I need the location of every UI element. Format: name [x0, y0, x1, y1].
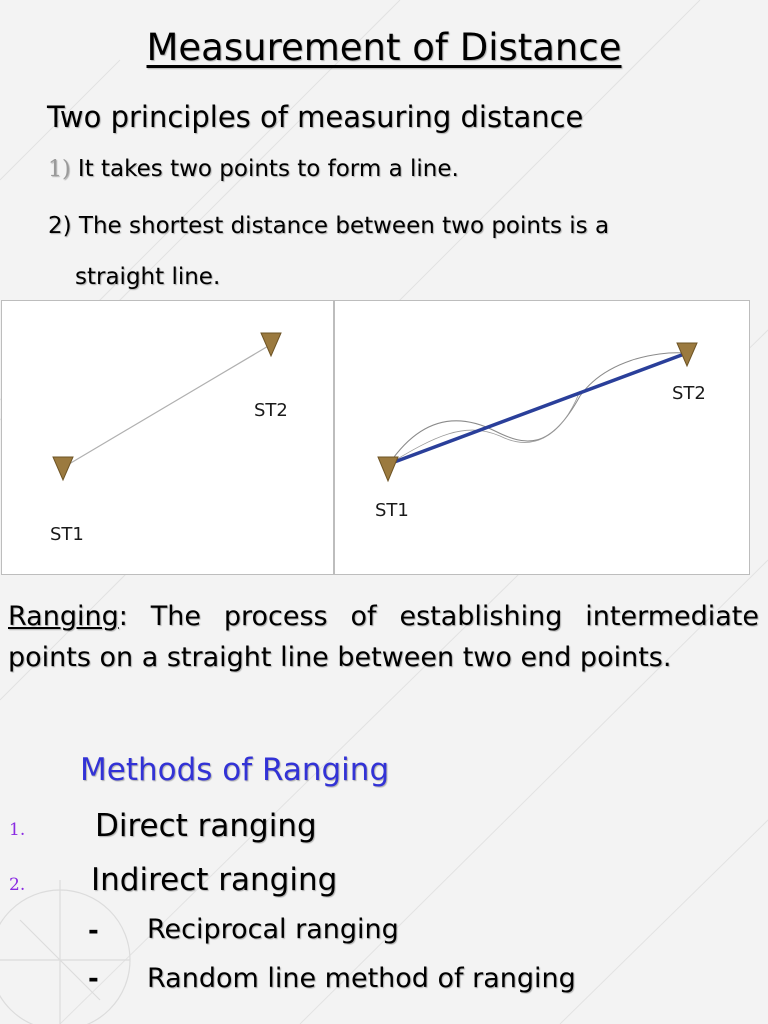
- straight-line: [389, 353, 687, 464]
- method-direct-ranging: Direct ranging: [95, 808, 317, 844]
- station-marker-st1: [378, 457, 398, 481]
- st2-label: ST2: [672, 383, 706, 404]
- ranging-definition-text: The process of establishing intermediate points on a straight line between two end points.: [8, 601, 759, 673]
- principle-item-2-line-1: 2) The shortest distance between two points is a: [48, 213, 610, 239]
- principles-heading: Two principles of measuring distance: [47, 100, 584, 134]
- method-indirect-ranging: Indirect ranging: [91, 862, 338, 898]
- ranging-term: Ranging: [8, 601, 119, 632]
- ranging-colon: :: [118, 601, 128, 632]
- subitem-reciprocal-ranging: Reciprocal ranging: [147, 914, 399, 945]
- figure-two-points-line: [1, 300, 334, 575]
- ranging-definition: [8, 596, 759, 678]
- subitem-1-bullet: -: [88, 916, 99, 946]
- station-marker-st1: [53, 457, 73, 480]
- figure-shortest-distance: [334, 300, 750, 575]
- principle-item-1-number: 1): [48, 157, 71, 182]
- slide-title: Measurement of Distance: [146, 26, 622, 69]
- st1-label: ST1: [50, 524, 84, 545]
- method-2-number: 2.: [9, 875, 26, 895]
- principle-item-1-text: It takes two points to form a line.: [77, 156, 459, 182]
- subitem-random-line-method: Random line method of ranging: [147, 963, 576, 994]
- method-1-number: 1.: [9, 820, 26, 840]
- station-marker-st2: [261, 333, 281, 356]
- st2-label: ST2: [254, 400, 288, 421]
- subitem-2-bullet: -: [88, 964, 99, 994]
- methods-heading: Methods of Ranging: [80, 752, 390, 788]
- principle-item-2-line-2: straight line.: [75, 264, 221, 290]
- st1-label: ST1: [375, 500, 409, 521]
- connecting-line: [64, 345, 270, 467]
- principle-item-1: [48, 156, 459, 182]
